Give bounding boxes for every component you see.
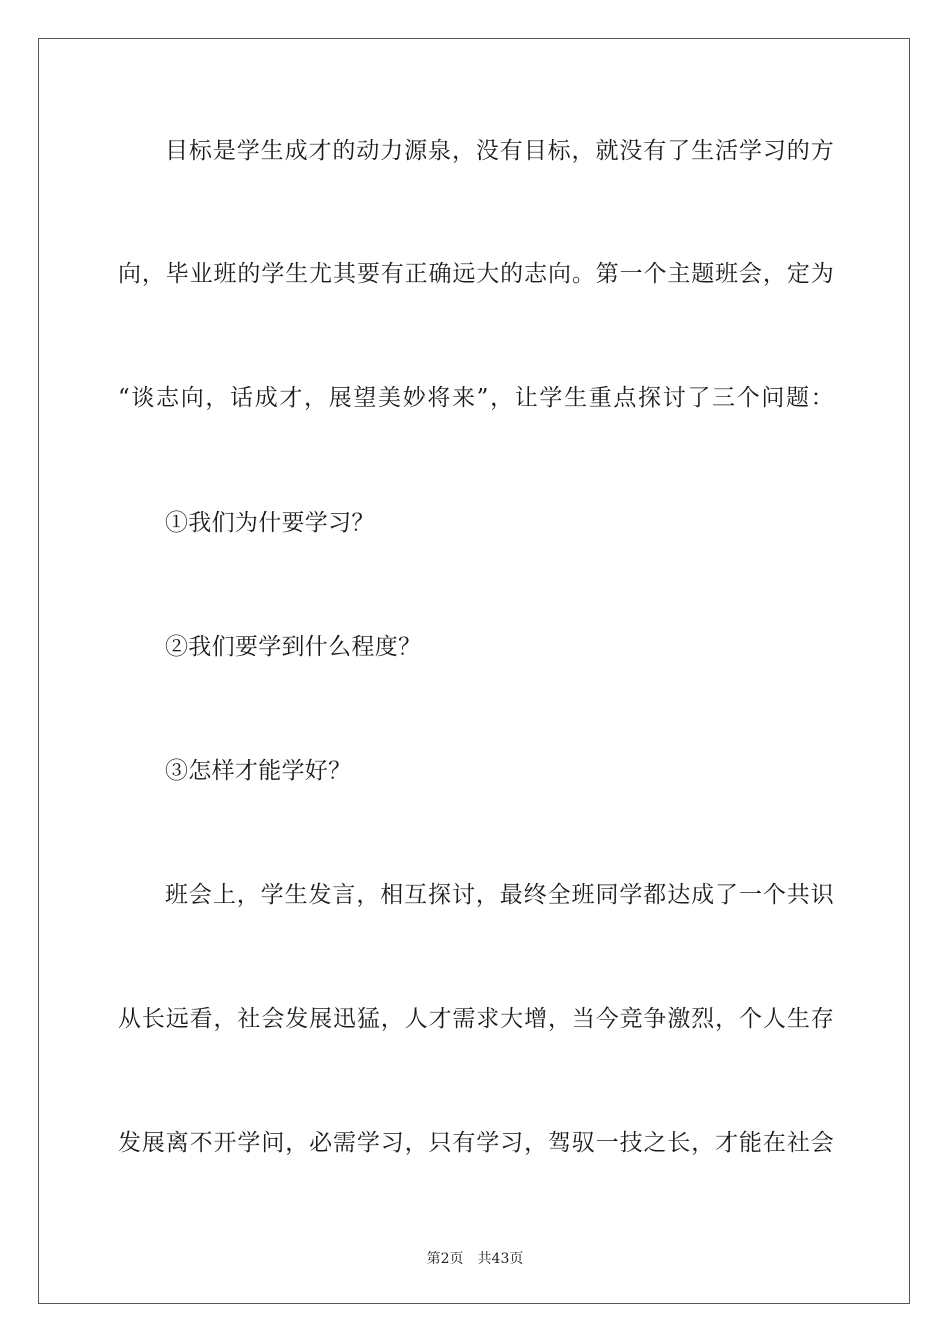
- list-item-3: ③怎样才能学好？: [165, 758, 352, 784]
- paragraph-line-9: 发展离不开学问，必需学习，只有学习，驾驭一技之长，才能在社会: [118, 1130, 834, 1156]
- paragraph-line-3: “谈志向，话成才，展望美妙将来”，让学生重点探讨了三个问题：: [118, 385, 834, 411]
- page-frame: [38, 38, 910, 1304]
- paragraph-line-2: 向，毕业班的学生尤其要有正确远大的志向。第一个主题班会，定为: [118, 261, 834, 287]
- paragraph-line-7: 班会上，学生发言，相互探讨，最终全班同学都达成了一个共识: [165, 882, 834, 908]
- list-item-2: ②我们要学到什么程度？: [165, 634, 422, 660]
- page-footer: [0, 1248, 950, 1268]
- paragraph-line-8: 从长远看，社会发展迅猛，人才需求大增，当今竞争激烈，个人生存: [118, 1006, 834, 1032]
- page-number: 第2页: [426, 1251, 464, 1267]
- list-item-1: ①我们为什要学习？: [165, 510, 375, 536]
- page-total: 共43页: [477, 1251, 524, 1267]
- paragraph-line-1: 目标是学生成才的动力源泉，没有目标，就没有了生活学习的方: [165, 138, 834, 164]
